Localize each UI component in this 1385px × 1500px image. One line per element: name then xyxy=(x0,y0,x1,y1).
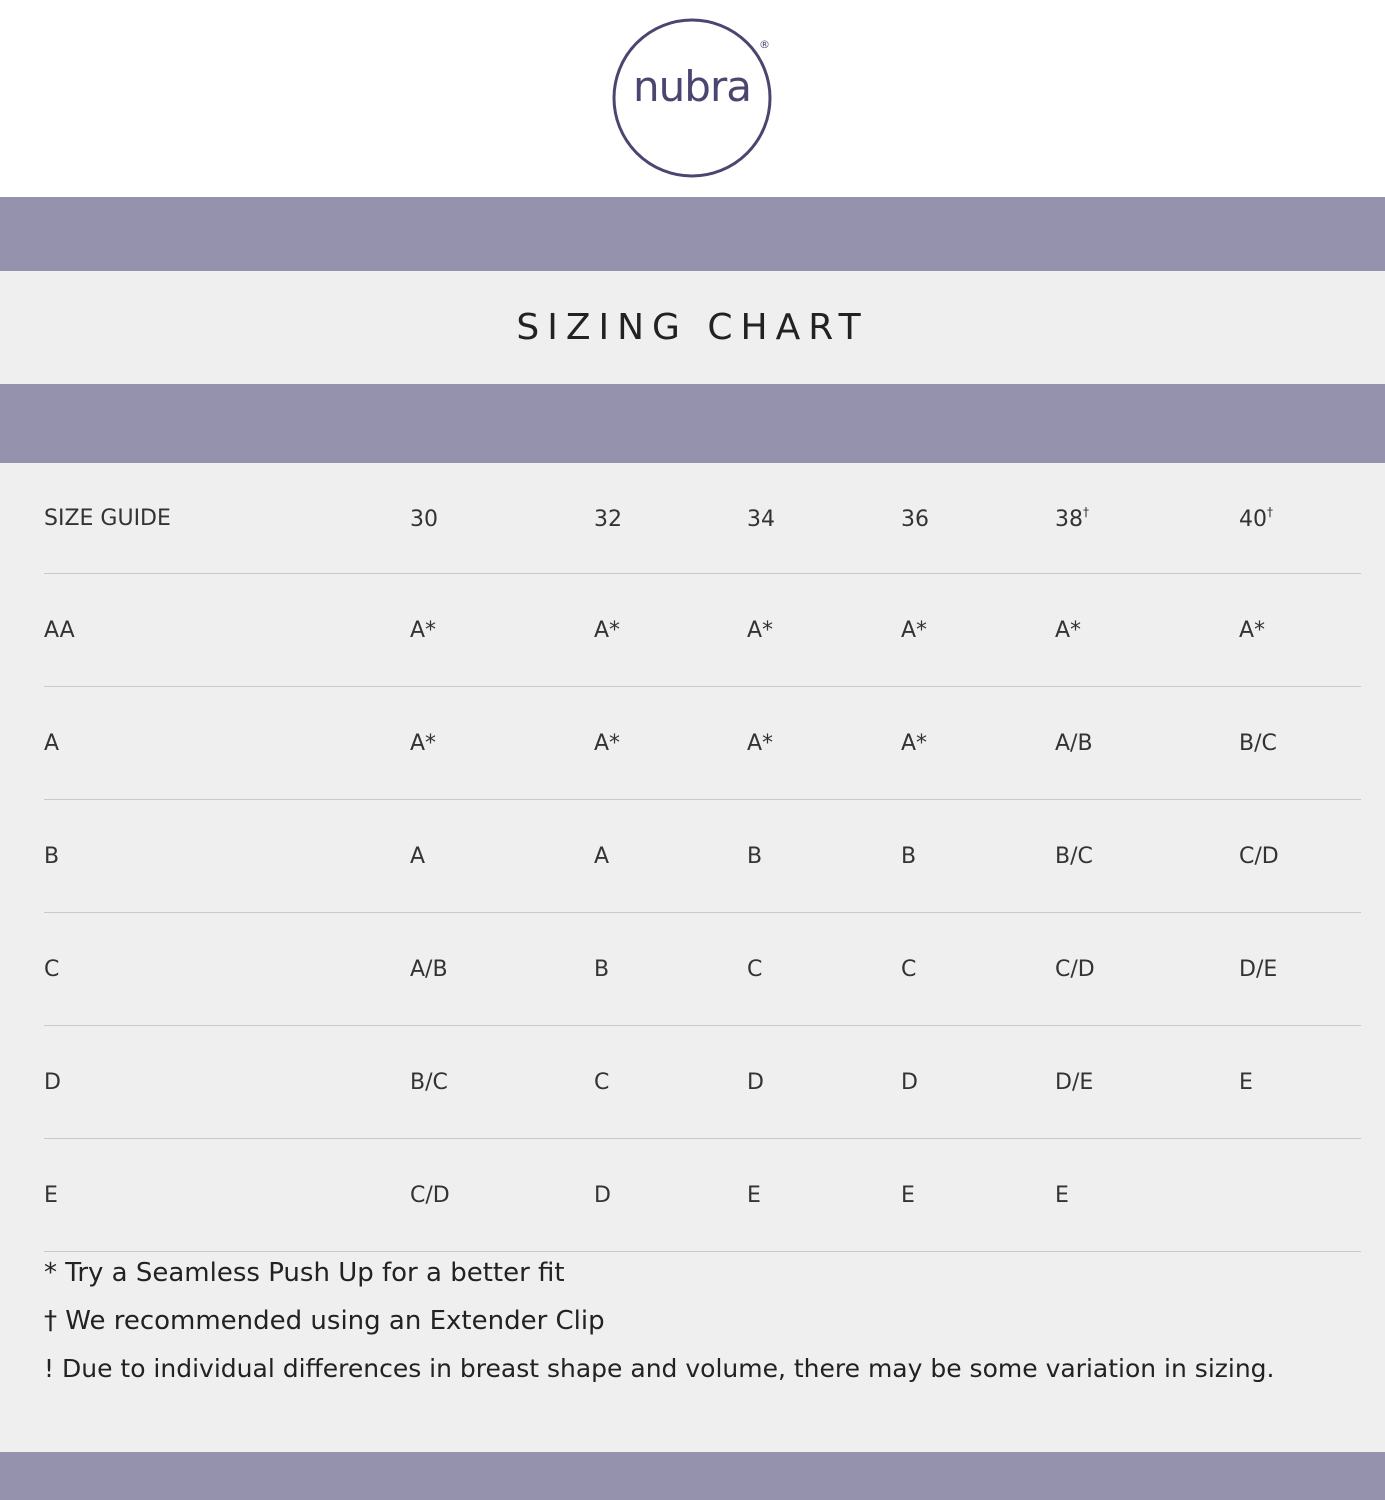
header xyxy=(0,0,1385,197)
table-cell: E xyxy=(747,1139,901,1252)
sizing-table xyxy=(44,463,1361,1252)
decorative-band-middle xyxy=(0,384,1385,463)
table-cell: B xyxy=(594,913,747,1026)
table-cell: E xyxy=(901,1139,1055,1252)
band-size-header: 30 xyxy=(410,463,594,574)
table-cell: A* xyxy=(594,687,747,800)
table-row xyxy=(44,574,1361,687)
table-cell: A* xyxy=(1055,574,1239,687)
cup-size-label: B xyxy=(44,800,410,913)
table-row xyxy=(44,913,1361,1026)
footnote-extender-clip: † We recommended using an Extender Clip xyxy=(44,1306,605,1336)
decorative-band-bottom xyxy=(0,1452,1385,1500)
band-size-header: 34 xyxy=(747,463,901,574)
cup-size-label: C xyxy=(44,913,410,1026)
table-header-row xyxy=(44,463,1361,574)
table-cell: A xyxy=(410,800,594,913)
table-cell: D xyxy=(594,1139,747,1252)
cup-size-label: D xyxy=(44,1026,410,1139)
table-cell: A xyxy=(594,800,747,913)
table-cell: C/D xyxy=(410,1139,594,1252)
table-cell: E xyxy=(1055,1139,1239,1252)
band-size-header: 40† xyxy=(1239,463,1361,574)
footnote-push-up: * Try a Seamless Push Up for a better fit xyxy=(44,1258,565,1288)
table-cell: D/E xyxy=(1055,1026,1239,1139)
table-cell: A* xyxy=(594,574,747,687)
table-cell: E xyxy=(1239,1026,1361,1139)
table-cell: A* xyxy=(901,687,1055,800)
footnote-variation: ! Due to individual differences in breast shape and volume, there may be some variation in sizing. xyxy=(44,1354,1275,1383)
table-cell: A* xyxy=(901,574,1055,687)
brand-logo xyxy=(612,18,772,178)
band-size-header: 32 xyxy=(594,463,747,574)
table-cell: C/D xyxy=(1239,800,1361,913)
band-size-header: 38† xyxy=(1055,463,1239,574)
registered-mark: ® xyxy=(759,38,770,51)
table-cell: C/D xyxy=(1055,913,1239,1026)
table-cell: B/C xyxy=(410,1026,594,1139)
table-cell: C xyxy=(747,913,901,1026)
table-cell: A* xyxy=(1239,574,1361,687)
footnotes xyxy=(44,1255,1364,1399)
table-row xyxy=(44,800,1361,913)
table-cell: A* xyxy=(410,687,594,800)
band-size-header: 36 xyxy=(901,463,1055,574)
table-cell: D/E xyxy=(1239,913,1361,1026)
table-cell: D xyxy=(901,1026,1055,1139)
table-cell: A* xyxy=(747,687,901,800)
table-row xyxy=(44,687,1361,800)
table-cell: A/B xyxy=(1055,687,1239,800)
table-cell: B/C xyxy=(1055,800,1239,913)
table-cell: A/B xyxy=(410,913,594,1026)
table-cell: B xyxy=(901,800,1055,913)
table-cell: A* xyxy=(747,574,901,687)
table-cell: B xyxy=(747,800,901,913)
table-cell: D xyxy=(747,1026,901,1139)
table-cell: A* xyxy=(410,574,594,687)
table-row xyxy=(44,1139,1361,1252)
table-cell: B/C xyxy=(1239,687,1361,800)
table-cell: C xyxy=(901,913,1055,1026)
table-row xyxy=(44,1026,1361,1139)
table-cell: C xyxy=(594,1026,747,1139)
cup-size-label: E xyxy=(44,1139,410,1252)
brand-name: nubra xyxy=(633,62,751,111)
size-guide-label: SIZE GUIDE xyxy=(44,463,410,574)
cup-size-label: A xyxy=(44,687,410,800)
decorative-band-top xyxy=(0,197,1385,271)
page-title: SIZING CHART xyxy=(516,307,869,348)
table-cell xyxy=(1239,1139,1361,1252)
cup-size-label: AA xyxy=(44,574,410,687)
title-row xyxy=(0,271,1385,384)
